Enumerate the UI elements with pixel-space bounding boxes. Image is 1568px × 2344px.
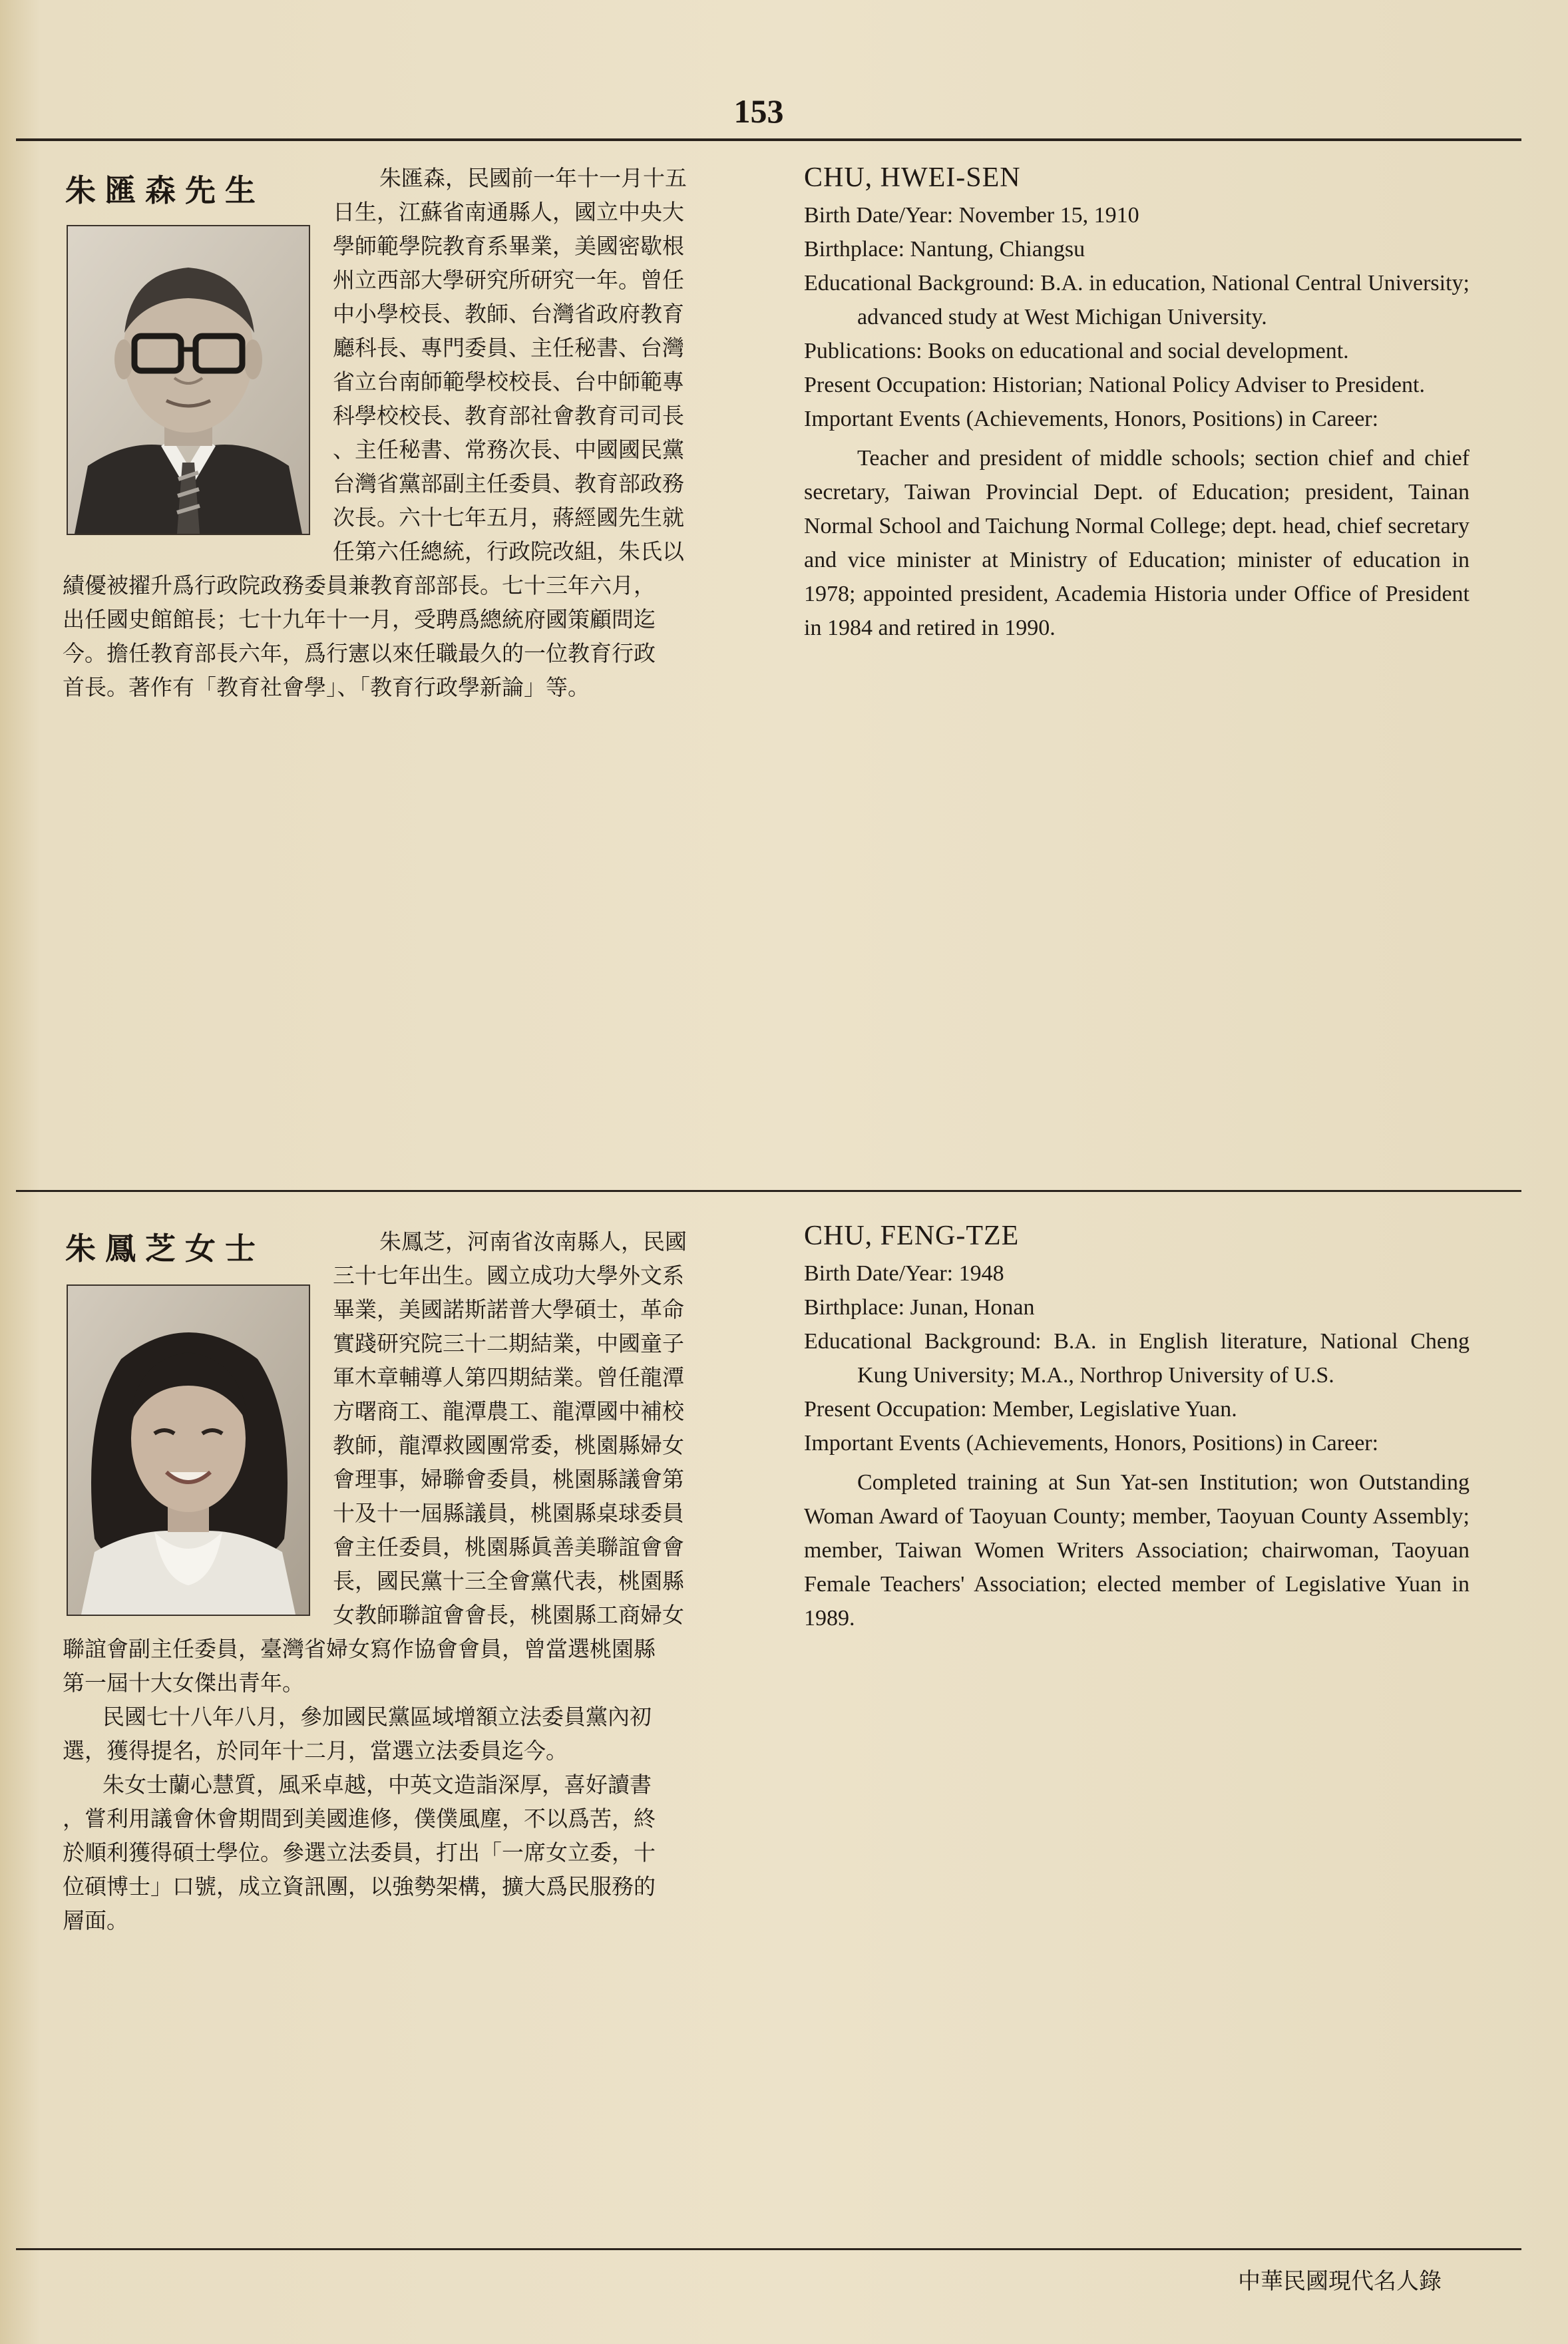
bio-line: 長，國民黨十三全會黨代表，桃園縣	[333, 1568, 684, 1594]
bio-line: 州立西部大學研究所研究一年。曾任	[333, 267, 684, 293]
important-events-label: Important Events (Achievements, Honors, Positions) in Career:	[804, 1431, 1379, 1456]
bio-line: 會主任委員，桃園縣眞善美聯誼會會	[333, 1534, 684, 1560]
present-occupation: Present Occupation: Member, Legislative Yuan.	[804, 1397, 1237, 1422]
bio-line: 朱匯森，民國前一年十一月十五	[379, 165, 687, 191]
english-name-heading: CHU, HWEI-SEN	[804, 162, 1021, 193]
career-description: Completed training at Sun Yat-sen Institution; won Outstanding Woman Award of Taoyuan County; member, Taoyuan County Assembly; member, Taiwan Women Writers Association; chairwoman, Taoyuan Female Teachers' Association; elected member of Legislative Yuan in 1989.	[804, 1470, 1470, 1631]
important-events-label: Important Events (Achievements, Honors, Positions) in Career:	[804, 407, 1379, 431]
career-description: Teacher and president of middle schools; section chief and chief secretary, Taiwan Provincial Dept. of Education; president, Tainan Normal School and Taichung Normal College; dept. head, chief secretary and vice minister at Ministry of Education; minister of education in 1978; appointed president, Academia Historia under Office of President in 1984 and retired in 1990.	[804, 446, 1470, 640]
bio-line: 十及十一屆縣議員，桃園縣桌球委員	[333, 1500, 684, 1526]
middle-rule	[16, 1190, 1521, 1192]
present-occupation: Present Occupation: Historian; National Policy Adviser to President.	[804, 373, 1425, 397]
bio-line: 女教師聯誼會會長，桃園縣工商婦女	[333, 1602, 684, 1628]
chinese-biography	[63, 1225, 735, 1937]
bio-line: 首長。著作有「教育社會學」、「教育行政學新論」等。	[63, 674, 590, 700]
footer-book-title: 中華民國現代名人錄	[1238, 2268, 1442, 2295]
birth-date: Birth Date/Year: 1948	[804, 1261, 1004, 1286]
bio-line: 教師，龍潭救國團常委，桃園縣婦女	[333, 1432, 684, 1458]
bio-line: 畢業，美國諾斯諾普大學碩士，革命	[333, 1296, 684, 1322]
birthplace: Birthplace: Junan, Honan	[804, 1295, 1035, 1320]
bio-line: 實踐研究院三十二期結業，中國童子	[333, 1330, 684, 1356]
english-biography	[804, 160, 1470, 645]
bio-line: 省立台南師範學校校長、台中師範專	[333, 369, 684, 395]
bio-line: 會理事，婦聯會委員，桃園縣議會第	[333, 1466, 684, 1492]
birth-date: Birth Date/Year: November 15, 1910	[804, 203, 1139, 228]
bio-line: 選，獲得提名，於同年十二月，當選立法委員迄今。	[63, 1738, 568, 1764]
bottom-rule	[16, 2248, 1521, 2250]
bio-line: 績優被擢升爲行政院政務委員兼教育部部長。七十三年六月，	[63, 572, 656, 598]
bio-line: 第一屆十大女傑出青年。	[63, 1670, 304, 1696]
bio-line: 朱鳳芝，河南省汝南縣人，民國	[379, 1229, 687, 1255]
bio-line: 今。擔任教育部長六年，爲行憲以來任職最久的一位教育行政	[63, 640, 656, 666]
chinese-name-heading: 朱鳳芝女士	[65, 1231, 265, 1267]
chinese-name-heading: 朱匯森先生	[65, 172, 265, 208]
bio-line: 位碩博士」口號，成立資訊團，以強勢架構，擴大爲民服務的	[63, 1873, 656, 1899]
english-name-heading: CHU, FENG-TZE	[804, 1221, 1020, 1251]
bio-line: 聯誼會副主任委員，臺灣省婦女寫作協會會員，曾當選桃園縣	[63, 1636, 656, 1662]
bio-line: 於順利獲得碩士學位。參選立法委員，打出「一席女立委，十	[63, 1840, 656, 1865]
bio-line: 、主任秘書、常務次長、中國國民黨	[333, 437, 684, 463]
publications: Publications: Books on educational and social development.	[804, 339, 1349, 363]
bio-line: 廳科長、專門委員、主任秘書、台灣	[333, 335, 684, 361]
bio-line: 科學校校長、教育部社會教育司司長	[333, 403, 684, 429]
bio-line: 任第六任總統，行政院改組，朱氏以	[333, 538, 684, 564]
educational-background: Educational Background: B.A. in education, National Central University; advanced study at West Michigan University.	[804, 271, 1470, 329]
birthplace: Birthplace: Nantung, Chiangsu	[804, 237, 1085, 262]
chinese-biography	[63, 161, 735, 704]
english-biography	[804, 1218, 1470, 1635]
bio-line: 出任國史館館長；七十九年十一月，受聘爲總統府國策顧問迄	[63, 606, 656, 632]
bio-line: 台灣省黨部副主任委員、教育部政務	[333, 471, 684, 496]
bio-line: 中小學校長、教師、台灣省政府教育	[333, 301, 684, 327]
bio-line: 學師範學院教育系畢業，美國密歇根	[333, 233, 684, 259]
bio-line: 民國七十八年八月，參加國民黨區域增額立法委員黨內初	[102, 1704, 652, 1730]
bio-line: 朱女士蘭心慧質，風釆卓越，中英文造詣深厚，喜好讀書	[102, 1772, 652, 1798]
bio-line: 軍木章輔導人第四期結業。曾任龍潭	[333, 1364, 684, 1390]
bio-line: ，嘗利用議會休會期間到美國進修，僕僕風塵，不以爲苦，終	[63, 1806, 656, 1832]
bio-line: 次長。六十七年五月，蔣經國先生就	[333, 504, 684, 530]
bio-line: 三十七年出生。國立成功大學外文系	[333, 1263, 684, 1288]
bio-line: 層面。	[63, 1907, 128, 1933]
top-rule	[16, 138, 1521, 141]
bio-line: 方曙商工、龍潭農工、龍潭國中補校	[333, 1398, 684, 1424]
educational-background: Educational Background: B.A. in English literature, National Cheng Kung University; M.A., Northrop University of U.S.	[804, 1329, 1470, 1388]
page-number: 153	[733, 93, 784, 130]
bio-line: 日生，江蘇省南通縣人，國立中央大	[333, 199, 684, 225]
